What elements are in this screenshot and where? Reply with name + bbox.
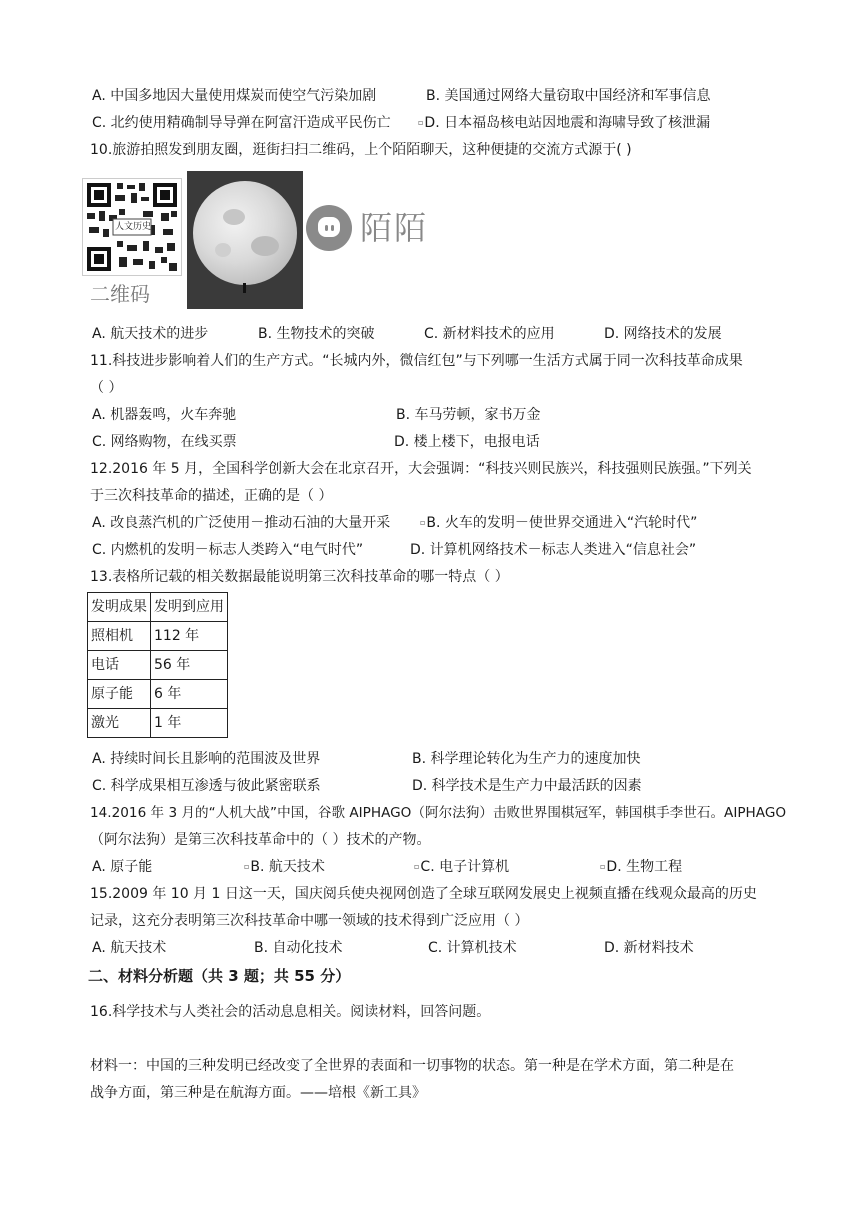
q12-option-a: A. 改良蒸汽机的广泛使用－推动石油的大量开采 xyxy=(92,515,391,531)
q10-option-a: A. 航天技术的进步 xyxy=(92,326,209,342)
q14-option-a: A. 原子能 xyxy=(92,859,153,875)
table-row xyxy=(88,622,228,651)
q13-option-c: C. 科学成果相互渗透与彼此紧密联系 xyxy=(92,778,321,794)
q16-material1-line1: 材料一：中国的三种发明已经改变了全世界的表面和一切事物的状态。第一种是在学术方面，第二种是在 xyxy=(90,1058,734,1074)
q15-option-c: C. 计算机技术 xyxy=(428,940,517,956)
q11-stem-line1: 11.科技进步影响着人们的生产方式。“长城内外，微信红包”与下列哪一生活方式属于同一次科技革命成果 xyxy=(90,353,743,369)
qr-caption: 二维码 xyxy=(90,282,150,306)
table-cell: 激光 xyxy=(88,709,151,738)
q13-stem: 13.表格所记载的相关数据最能说明第三次科技革命的哪一特点（ ） xyxy=(90,569,509,585)
table-cell: 56 年 xyxy=(151,651,228,680)
table-cell: 原子能 xyxy=(88,680,151,709)
q12-stem-line1: 12.2016 年 5 月，全国科学创新大会在北京召开，大会强调：“科技兴则民族兴，科技强则民族强。”下列关 xyxy=(90,461,752,477)
q12-stem-line2: 于三次科技革命的描述，正确的是（ ） xyxy=(90,488,333,504)
qr-label: 人文历史 xyxy=(115,222,152,232)
q15-option-d: D. 新材料技术 xyxy=(604,940,694,956)
section-title: 二、材料分析题（共 3 题；共 55 分） xyxy=(88,967,351,985)
q12-option-d: D. 计算机网络技术－标志人类进入“信息社会” xyxy=(410,542,697,558)
bullet-dot-icon: ▫ xyxy=(418,118,424,127)
q13-option-d: D. 科学技术是生产力中最活跃的因素 xyxy=(412,778,642,794)
table-cell: 6 年 xyxy=(151,680,228,709)
table-header-cell: 发明成果 xyxy=(88,593,151,622)
q9-option-a: A. 中国多地因大量使用煤炭而使空气污染加剧 xyxy=(92,88,377,104)
q15-option-a: A. 航天技术 xyxy=(92,940,167,956)
q10-option-c: C. 新材料技术的应用 xyxy=(424,326,555,342)
table-cell: 112 年 xyxy=(151,622,228,651)
bullet-dot-icon: ▫ xyxy=(244,862,250,871)
table-header-row xyxy=(88,593,228,622)
table-row xyxy=(88,709,228,738)
q10-stem: 10.旅游拍照发到朋友圈，逛街扫扫二维码，上个陌陌聊天，这种便捷的交流方式源于( ) xyxy=(90,142,632,158)
q15-stem-line2: 记录，这充分表明第三次科技革命中哪一领域的技术得到广泛应用（ ） xyxy=(90,913,529,929)
qr-code-image xyxy=(82,178,182,276)
q14-stem-line1: 14.2016 年 3 月的“人机大战”中国，谷歌 AIPHAGO（阿尔法狗）击败世界围棋冠军，韩国棋手李世石。AIPHAGO xyxy=(90,805,787,821)
q10-option-b: B. 生物技术的突破 xyxy=(258,326,375,342)
q14-option-b: ▫B. 航天技术 xyxy=(244,859,325,875)
q16-stem: 16.科学技术与人类社会的活动息息相关。阅读材料，回答问题。 xyxy=(90,1004,491,1020)
q9-option-c: C. 北约使用精确制导导弹在阿富汗造成平民伤亡 xyxy=(92,115,391,131)
q15-stem-line1: 15.2009 年 10 月 1 日这一天，国庆阅兵使央视网创造了全球互联网发展史上视频直播在线观众最高的历史 xyxy=(90,886,757,902)
q11-option-c: C. 网络购物，在线买票 xyxy=(92,434,237,450)
table-cell: 电话 xyxy=(88,651,151,680)
q13-option-a: A. 持续时间长且影响的范围波及世界 xyxy=(92,751,321,767)
invention-table xyxy=(87,592,228,738)
bullet-dot-icon: ▫ xyxy=(414,862,420,871)
table-row xyxy=(88,680,228,709)
q15-option-b: B. 自动化技术 xyxy=(254,940,343,956)
bullet-dot-icon: ▫ xyxy=(600,862,606,871)
q12-option-c: C. 内燃机的发明－标志人类跨入“电气时代” xyxy=(92,542,364,558)
momo-logo-icon xyxy=(306,205,352,251)
q9-option-b: B. 美国通过网络大量窃取中国经济和军事信息 xyxy=(426,88,711,104)
table-cell: 1 年 xyxy=(151,709,228,738)
q14-stem-line2: （阿尔法狗）是第三次科技革命中的（ ）技术的产物。 xyxy=(90,832,431,848)
table-row xyxy=(88,651,228,680)
table-header-cell: 发明到应用 xyxy=(151,593,228,622)
q12-option-b: ▫B. 火车的发明－使世界交通进入“汽轮时代” xyxy=(420,515,698,531)
q13-option-b: B. 科学理论转化为生产力的速度加快 xyxy=(412,751,641,767)
moon-icon xyxy=(193,181,297,285)
q11-option-a: A. 机器轰鸣，火车奔驰 xyxy=(92,407,237,423)
q10-option-d: D. 网络技术的发展 xyxy=(604,326,722,342)
table-cell: 照相机 xyxy=(88,622,151,651)
q14-option-c: ▫C. 电子计算机 xyxy=(414,859,510,875)
momo-logo-text: 陌陌 xyxy=(360,209,429,247)
q9-option-d: ▫D. 日本福岛核电站因地震和海啸导致了核泄漏 xyxy=(418,115,711,131)
q14-option-d: ▫D. 生物工程 xyxy=(600,859,683,875)
moon-photo xyxy=(187,171,303,309)
q11-stem-line2: （ ） xyxy=(90,380,123,396)
bullet-dot-icon: ▫ xyxy=(420,518,426,527)
q11-option-b: B. 车马劳顿，家书万金 xyxy=(396,407,541,423)
q16-material1-line2: 战争方面，第三种是在航海方面。——培根《新工具》 xyxy=(90,1085,426,1101)
person-silhouette-icon xyxy=(243,283,246,293)
q11-option-d: D. 楼上楼下，电报电话 xyxy=(394,434,540,450)
